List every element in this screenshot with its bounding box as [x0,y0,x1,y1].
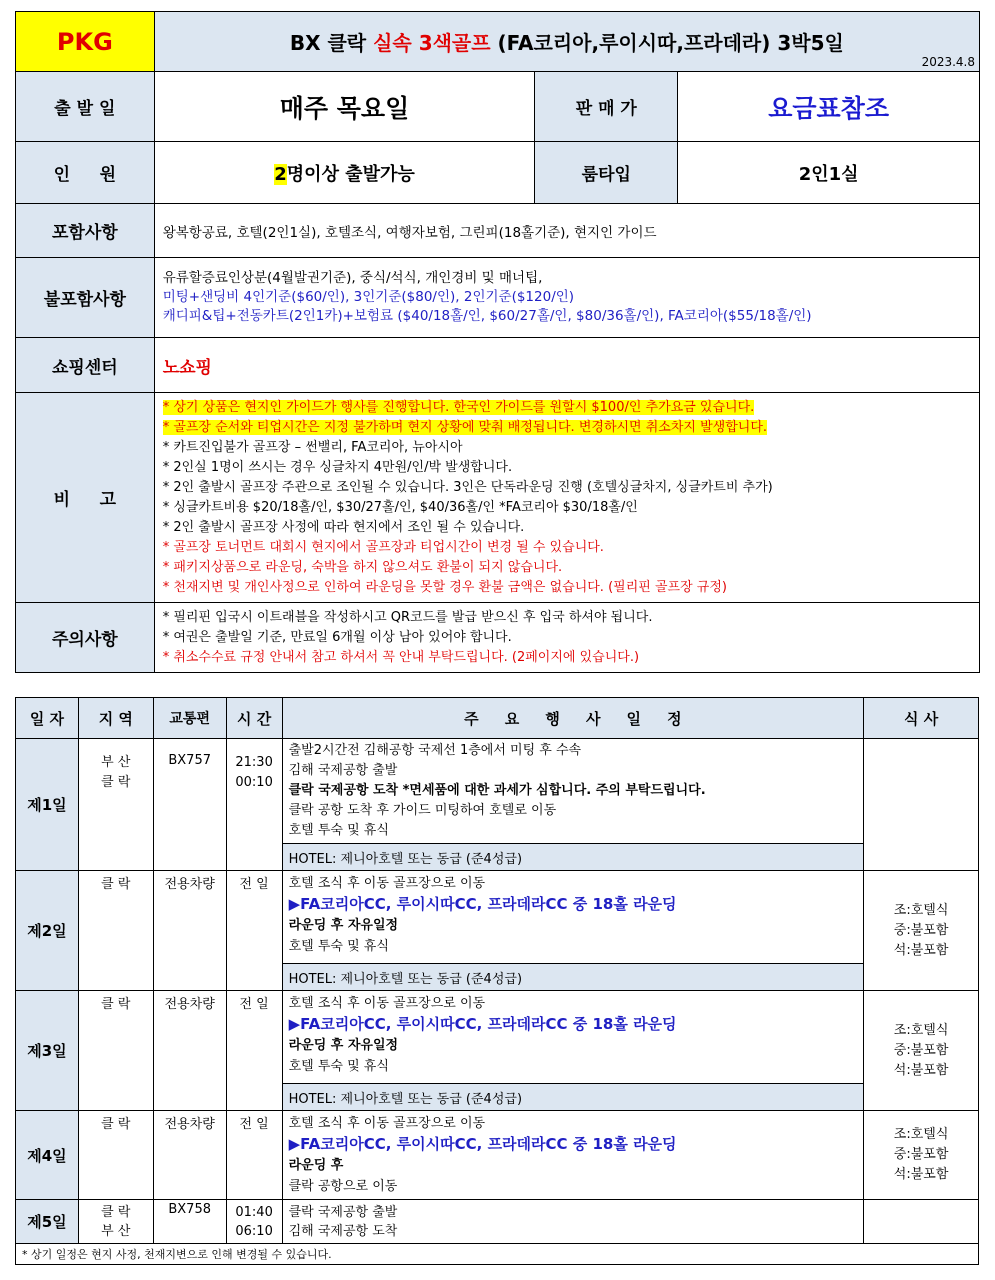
shopping-value: 노쇼핑 [154,338,979,393]
itinerary-cell: 호텔 조식 후 이동 골프장으로 이동 ▶FA코리아CC, 루이시따CC, 프라데라CC 중 18홀 라운딩 라운딩 후 클락 공항으로 이동 [282,1111,864,1200]
region-cell: 클 락 [78,871,153,991]
col-header-itinerary: 주 요 행 사 일 정 [282,698,864,739]
excluded-line: 유류할증료인상분(4월발권기준), 중식/석식, 개인경비 및 매너팁, [162,270,543,286]
time-cell: 21:30 00:10 [226,739,282,871]
excluded-line: 미팅+샌딩비 4인기준($60/인), 3인기준($80/인), 2인기준($120/인) [162,289,575,305]
meal-cell [864,739,979,871]
caution-line: * 여권은 출발일 기준, 만료일 6개월 이상 남아 있어야 합니다. [162,629,512,645]
hotel-info: HOTEL: 제니아호텔 또는 동급 (준4성급) [282,844,864,871]
transport-cell: 전용차량 [153,991,226,1111]
remarks-value [154,393,979,603]
caution-value [154,603,979,673]
excluded-value [154,258,979,338]
title-cell [154,12,979,72]
itinerary-cell: 호텔 조식 후 이동 골프장으로 이동 ▶FA코리아CC, 루이시따CC, 프라데라CC 중 18홀 라운딩 라운딩 후 자유일정 호텔 투숙 및 휴식 [282,991,864,1084]
time-cell: 전 일 [226,1111,282,1200]
caution-line: * 필리핀 입국시 이트래블을 작성하시고 QR코드를 발급 받으신 후 입국 하셔야 됩니다. [162,609,653,625]
meal-cell: 조:호텔식 중:불포함 석:불포함 [864,1111,979,1200]
day-label: 제1일 [16,739,79,871]
included-value: 왕복항공료, 호텔(2인1실), 호텔조식, 여행자보험, 그린피(18홀기준), 현지인 가이드 [154,204,979,258]
transport-cell: BX757 [153,739,226,871]
remark-line: * 2인실 1명이 쓰시는 경우 싱글차지 4만원/인/박 발생합니다. [162,459,513,475]
col-header-day: 일 자 [16,698,79,739]
col-header-meal: 식 사 [864,698,979,739]
departure-label: 출 발 일 [16,72,155,142]
meal-cell: 조:호텔식 중:불포함 석:불포함 [864,991,979,1111]
caution-label: 주의사항 [16,603,155,673]
room-label: 룸타입 [535,142,678,204]
schedule-table [15,697,979,1265]
transport-cell: BX758 [153,1200,226,1244]
schedule-footnote: * 상기 일정은 현지 사정, 천재지변으로 인해 변경될 수 있습니다. [16,1244,979,1265]
region-cell: 클 락 부 산 [78,1200,153,1244]
remark-line: * 상기 상품은 현지인 가이드가 행사를 진행합니다. 한국인 가이드를 원할시 $100/인 추가요금 있습니다. [162,399,755,415]
excluded-line: 캐디피&팁+전동카트(2인1카)+보험료 ($40/18홀/인, $60/27홀/인, $80/36홀/인), FA코리아($55/18홀/인) [162,308,812,324]
time-cell: 전 일 [226,991,282,1111]
info-table [15,11,980,673]
room-value: 2인1실 [678,142,980,204]
meal-cell [864,1200,979,1244]
excluded-label: 불포함사항 [16,258,155,338]
shopping-label: 쇼핑센터 [16,338,155,393]
remark-line: * 패키지상품으로 라운딩, 숙박을 하지 않으셔도 환불이 되지 않습니다. [162,559,563,575]
doc-date: 2023.4.8 [921,55,975,69]
day-label: 제3일 [16,991,79,1111]
col-header-time: 시 간 [226,698,282,739]
remark-line: * 골프장 순서와 티업시간은 지정 불가하며 현지 상황에 맞춰 배정됩니다. 변경하시면 취소차지 발생합니다. [162,419,768,435]
remark-line: * 천재지변 및 개인사정으로 인하여 라운딩을 못할 경우 환불 금액은 없습니다. (필리핀 골프장 규정) [162,579,727,595]
meal-cell: 조:호텔식 중:불포함 석:불포함 [864,871,979,991]
time-cell: 전 일 [226,871,282,991]
region-cell: 클 락 [78,1111,153,1200]
included-label: 포함사항 [16,204,155,258]
region-cell: 부 산 클 락 [78,739,153,871]
remarks-label: 비 고 [16,393,155,603]
region-cell: 클 락 [78,991,153,1111]
hotel-info: HOTEL: 제니아호텔 또는 동급 (준4성급) [282,1084,864,1111]
departure-value: 매주 목요일 [154,72,535,142]
col-header-transport: 교통편 [153,698,226,739]
transport-cell: 전용차량 [153,1111,226,1200]
col-header-region: 지 역 [78,698,153,739]
itinerary-cell: 출발2시간전 김해공항 국제선 1층에서 미팅 후 수속 김해 국제공항 출발 클락 국제공항 도착 *면세품에 대한 과세가 심합니다. 주의 부탁드립니다. 클락 공항 도착 후 가이드 미팅하여 호텔로 이동 호텔 투숙 및 휴식 [282,739,864,844]
pkg-badge: PKG [16,12,155,72]
people-label: 인 원 [16,142,155,204]
day-label: 제4일 [16,1111,79,1200]
remark-line: * 2인 출발시 골프장 사정에 따라 현지에서 조인 될 수 있습니다. [162,519,525,535]
caution-line: * 취소수수료 규정 안내서 참고 하셔서 꼭 안내 부탁드립니다. (2페이지에 있습니다.) [162,649,640,665]
remark-line: * 골프장 토너먼트 대회시 현지에서 골프장과 티업시간이 변경 될 수 있습니다. [162,539,604,555]
remark-line: * 카트진입불가 골프장 – 썬밸리, FA코리아, 뉴아시아 [162,439,463,455]
itinerary-cell: 호텔 조식 후 이동 골프장으로 이동 ▶FA코리아CC, 루이시따CC, 프라데라CC 중 18홀 라운딩 라운딩 후 자유일정 호텔 투숙 및 휴식 [282,871,864,964]
day-label: 제5일 [16,1200,79,1244]
price-value: 요금표참조 [678,72,980,142]
people-value: 2명이상 출발가능 [154,142,535,204]
transport-cell: 전용차량 [153,871,226,991]
itinerary-cell: 클락 국제공항 출발 김해 국제공항 도착 [282,1200,864,1244]
remark-line: * 2인 출발시 골프장 주관으로 조인될 수 있습니다. 3인은 단독라운딩 진행 (호텔싱글차지, 싱글카트비 추가) [162,479,773,495]
remark-line: * 싱글카트비용 $20/18홀/인, $30/27홀/인, $40/36홀/인 *FA코리아 $30/18홀/인 [162,499,638,515]
day-label: 제2일 [16,871,79,991]
time-cell: 01:40 06:10 [226,1200,282,1244]
page-title: BX 클락 실속 3색골프 (FA코리아,루이시따,프라데라) 3박5일 [289,31,844,55]
hotel-info: HOTEL: 제니아호텔 또는 동급 (준4성급) [282,964,864,991]
price-label: 판 매 가 [535,72,678,142]
